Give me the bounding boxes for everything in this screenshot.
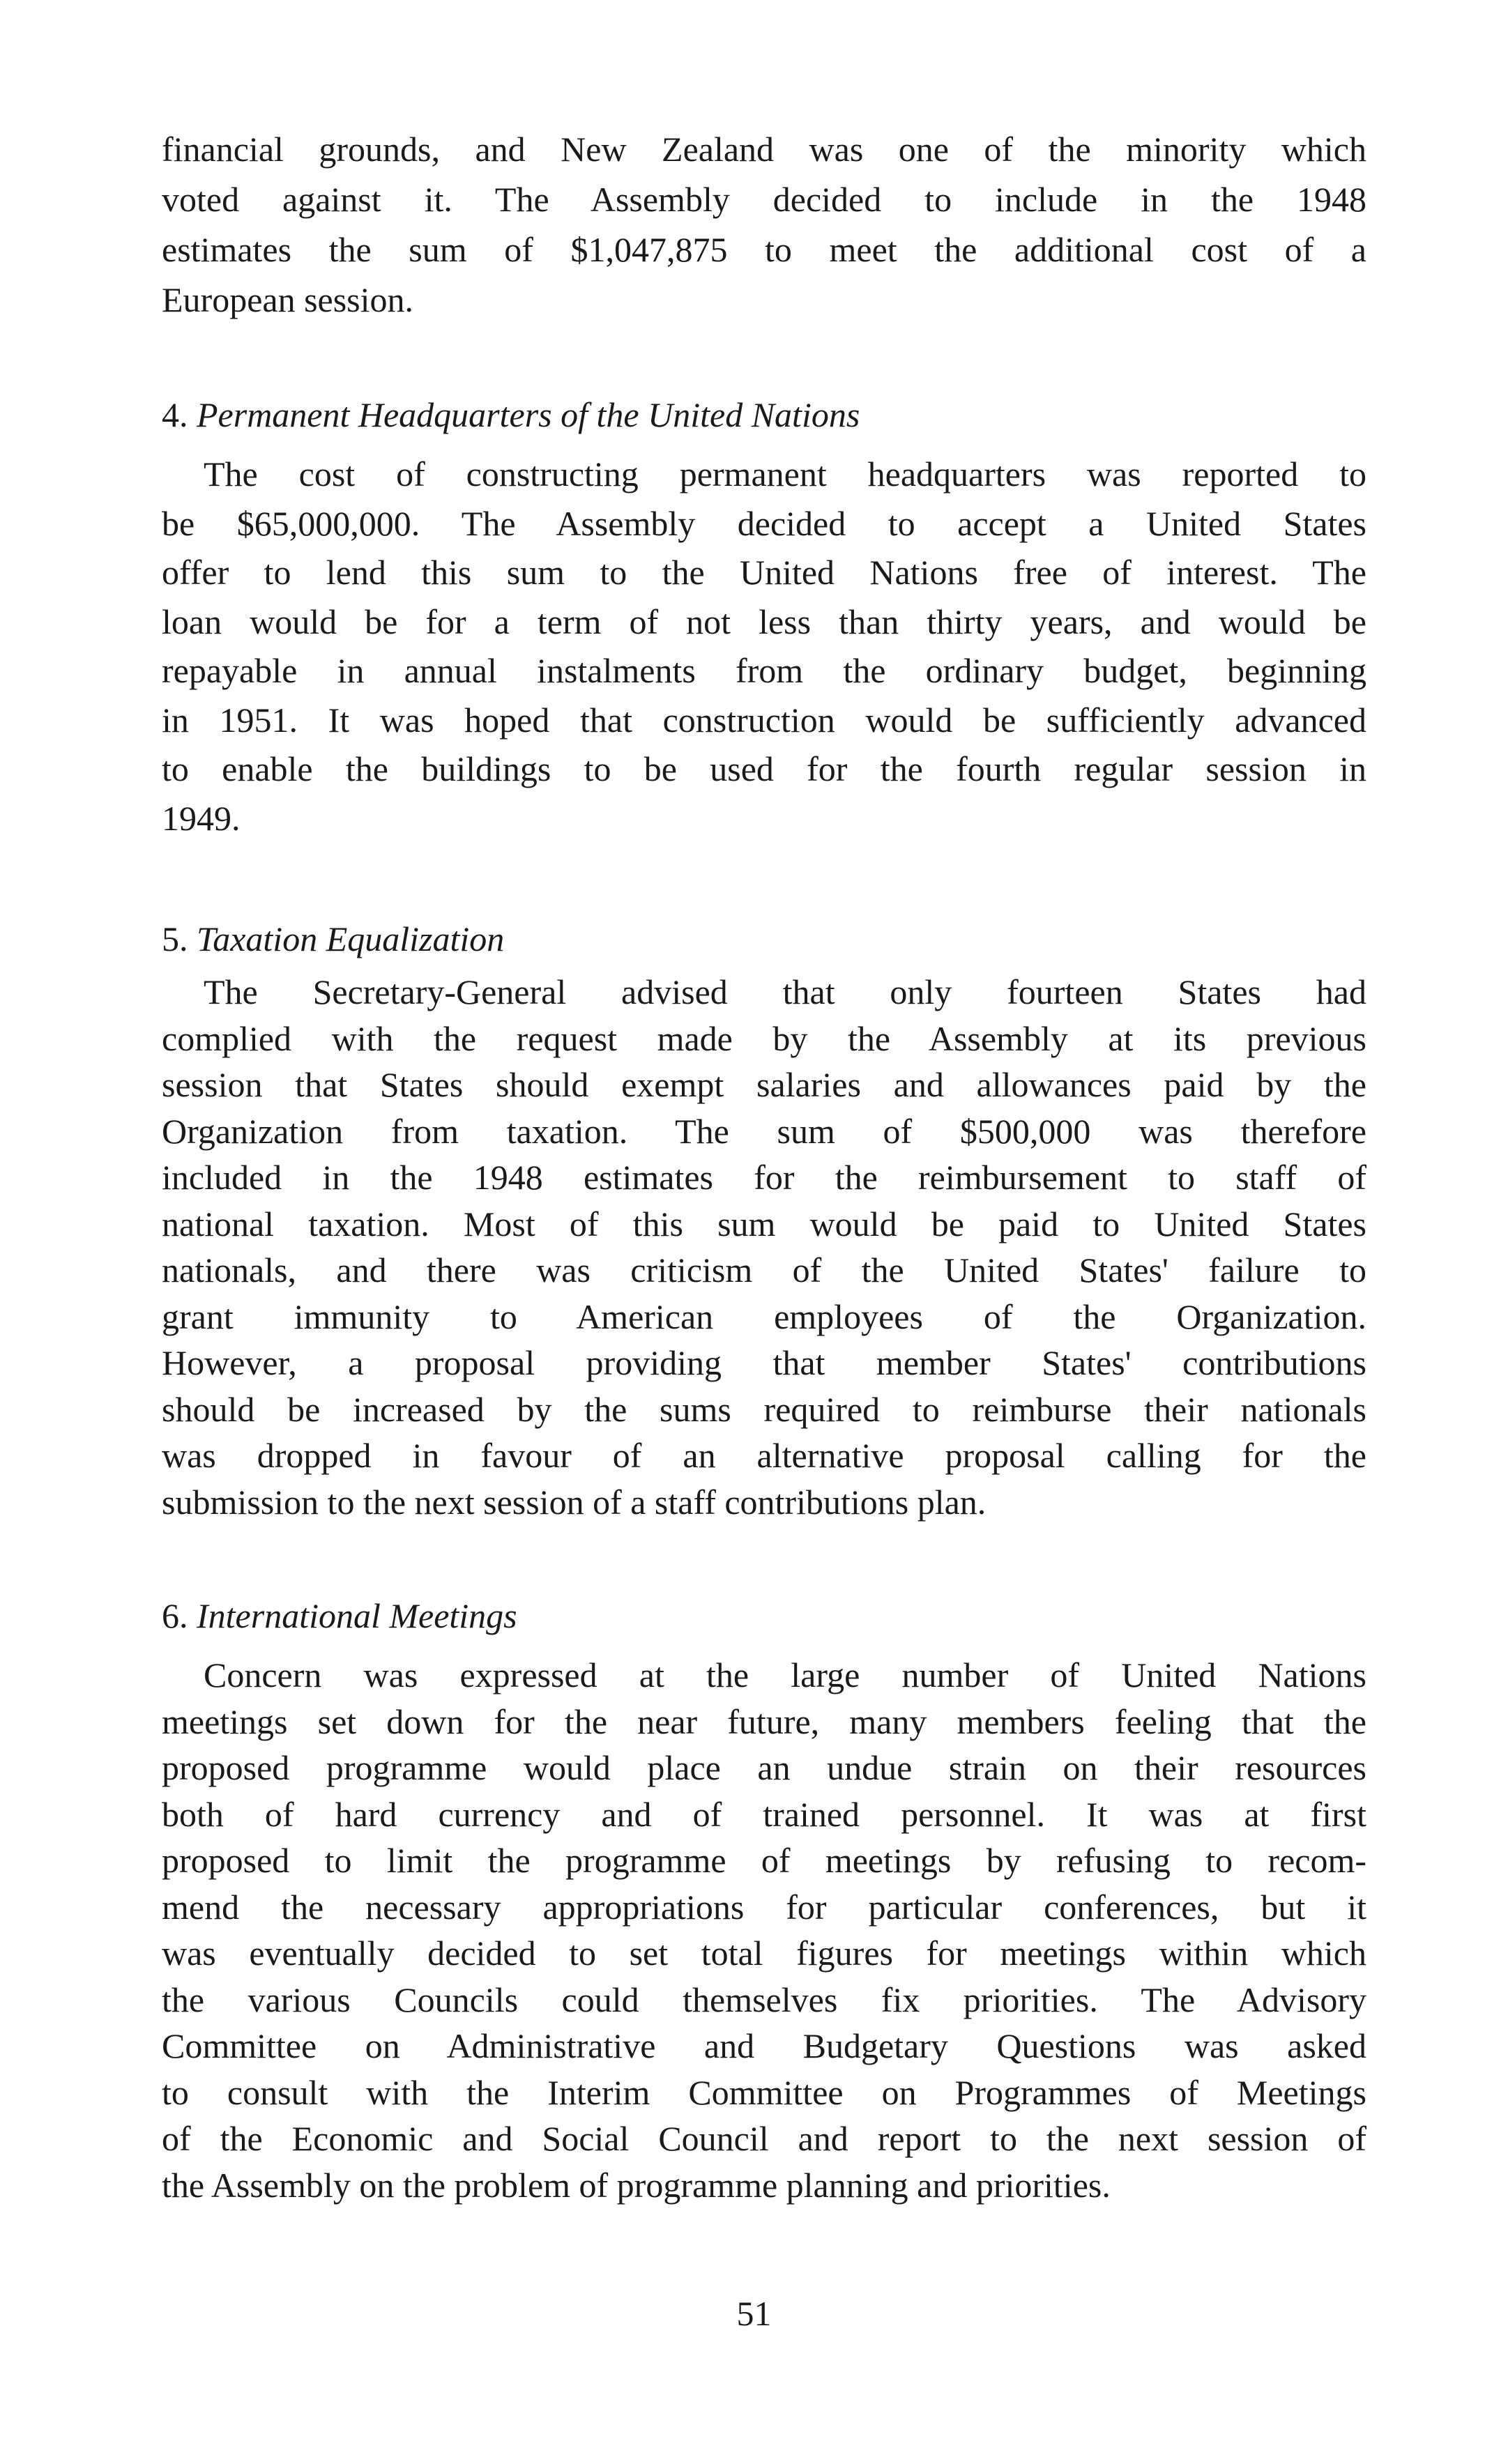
section-number: 6.: [162, 1596, 188, 1635]
text-line: the Assembly on the problem of programme planning and priorities.: [162, 2165, 1111, 2205]
text-line: However, a proposal providing that member States' contributions: [162, 1343, 1366, 1382]
text-line: be $65,000,000. The Assembly decided to accept a United States: [162, 503, 1366, 543]
text-line: meetings set down for the near future, many members feeling that the: [162, 1701, 1366, 1741]
text-line: mend the necessary appropriations for particular conferences, but it: [162, 1887, 1366, 1927]
text-line: European session.: [162, 280, 414, 319]
section-title: Permanent Headquarters of the United Nations: [197, 395, 860, 434]
text-line: The cost of constructing permanent headquarters was reported to: [204, 454, 1366, 493]
text-line: national taxation. Most of this sum would be paid to United States: [162, 1204, 1366, 1244]
text-line: Organization from taxation. The sum of $500,000 was therefore: [162, 1111, 1366, 1151]
text-line: complied with the request made by the Assembly at its previous: [162, 1018, 1366, 1058]
text-line: financial grounds, and New Zealand was one of the minority which: [162, 130, 1366, 169]
text-line: 1949.: [162, 798, 241, 838]
text-line: nationals, and there was criticism of the United States' failure to: [162, 1250, 1366, 1290]
section-heading-6: [162, 1591, 1366, 1640]
text-line: offer to lend this sum to the United Nations free of interest. The: [162, 553, 1366, 592]
section-heading-5: [162, 915, 1366, 963]
text-line: session that States should exempt salaries and allowances paid by the: [162, 1065, 1366, 1104]
text-line: loan would be for a term of not less than thirty years, and would be: [162, 602, 1366, 641]
section-number: 5.: [162, 919, 188, 958]
text-line: included in the 1948 estimates for the reimbursement to staff of: [162, 1158, 1366, 1197]
text-line: in 1951. It was hoped that construction would be sufficiently advanced: [162, 700, 1366, 740]
text-line: should be increased by the sums required to reimburse their nationals: [162, 1389, 1366, 1429]
text-line: proposed to limit the programme of meetings by refusing to recom-: [162, 1841, 1366, 1880]
text-line: grant immunity to American employees of the Organization.: [162, 1296, 1366, 1336]
section-title: International Meetings: [197, 1596, 517, 1635]
page-number: 51: [736, 2294, 772, 2333]
text-line: The Secretary-General advised that only fourteen States had: [204, 972, 1366, 1011]
text-line: Committee on Administrative and Budgetary Questions was asked: [162, 2026, 1366, 2065]
section-number: 4.: [162, 395, 188, 434]
text-line: voted against it. The Assembly decided to include in the 1948: [162, 180, 1366, 219]
text-line: to consult with the Interim Committee on Programmes of Meetings: [162, 2072, 1366, 2112]
paragraph-headquarters: [162, 450, 1366, 843]
text-line: submission to the next session of a staff contributions plan.: [162, 1482, 987, 1522]
text-line: both of hard currency and of trained personnel. It was at first: [162, 1794, 1366, 1834]
paragraph-meetings: [162, 1652, 1366, 2208]
paragraph-european-session: [162, 124, 1366, 325]
text-line: repayable in annual instalments from the ordinary budget, beginning: [162, 651, 1366, 690]
text-line: estimates the sum of $1,047,875 to meet the additional cost of a: [162, 230, 1366, 269]
text-line: was dropped in favour of an alternative proposal calling for the: [162, 1436, 1366, 1475]
text-line: of the Economic and Social Council and report to the next session of: [162, 2119, 1366, 2158]
text-line: proposed programme would place an undue strain on their resources: [162, 1748, 1366, 1787]
paragraph-taxation: [162, 969, 1366, 1525]
text-line: to enable the buildings to be used for the fourth regular session in: [162, 749, 1366, 788]
section-heading-4: [162, 390, 1366, 439]
text-line: was eventually decided to set total figures for meetings within which: [162, 1934, 1366, 1973]
text-line: Concern was expressed at the large number of United Nations: [204, 1655, 1366, 1694]
text-line: the various Councils could themselves fix priorities. The Advisory: [162, 1980, 1366, 2019]
section-title: Taxation Equalization: [197, 919, 505, 958]
